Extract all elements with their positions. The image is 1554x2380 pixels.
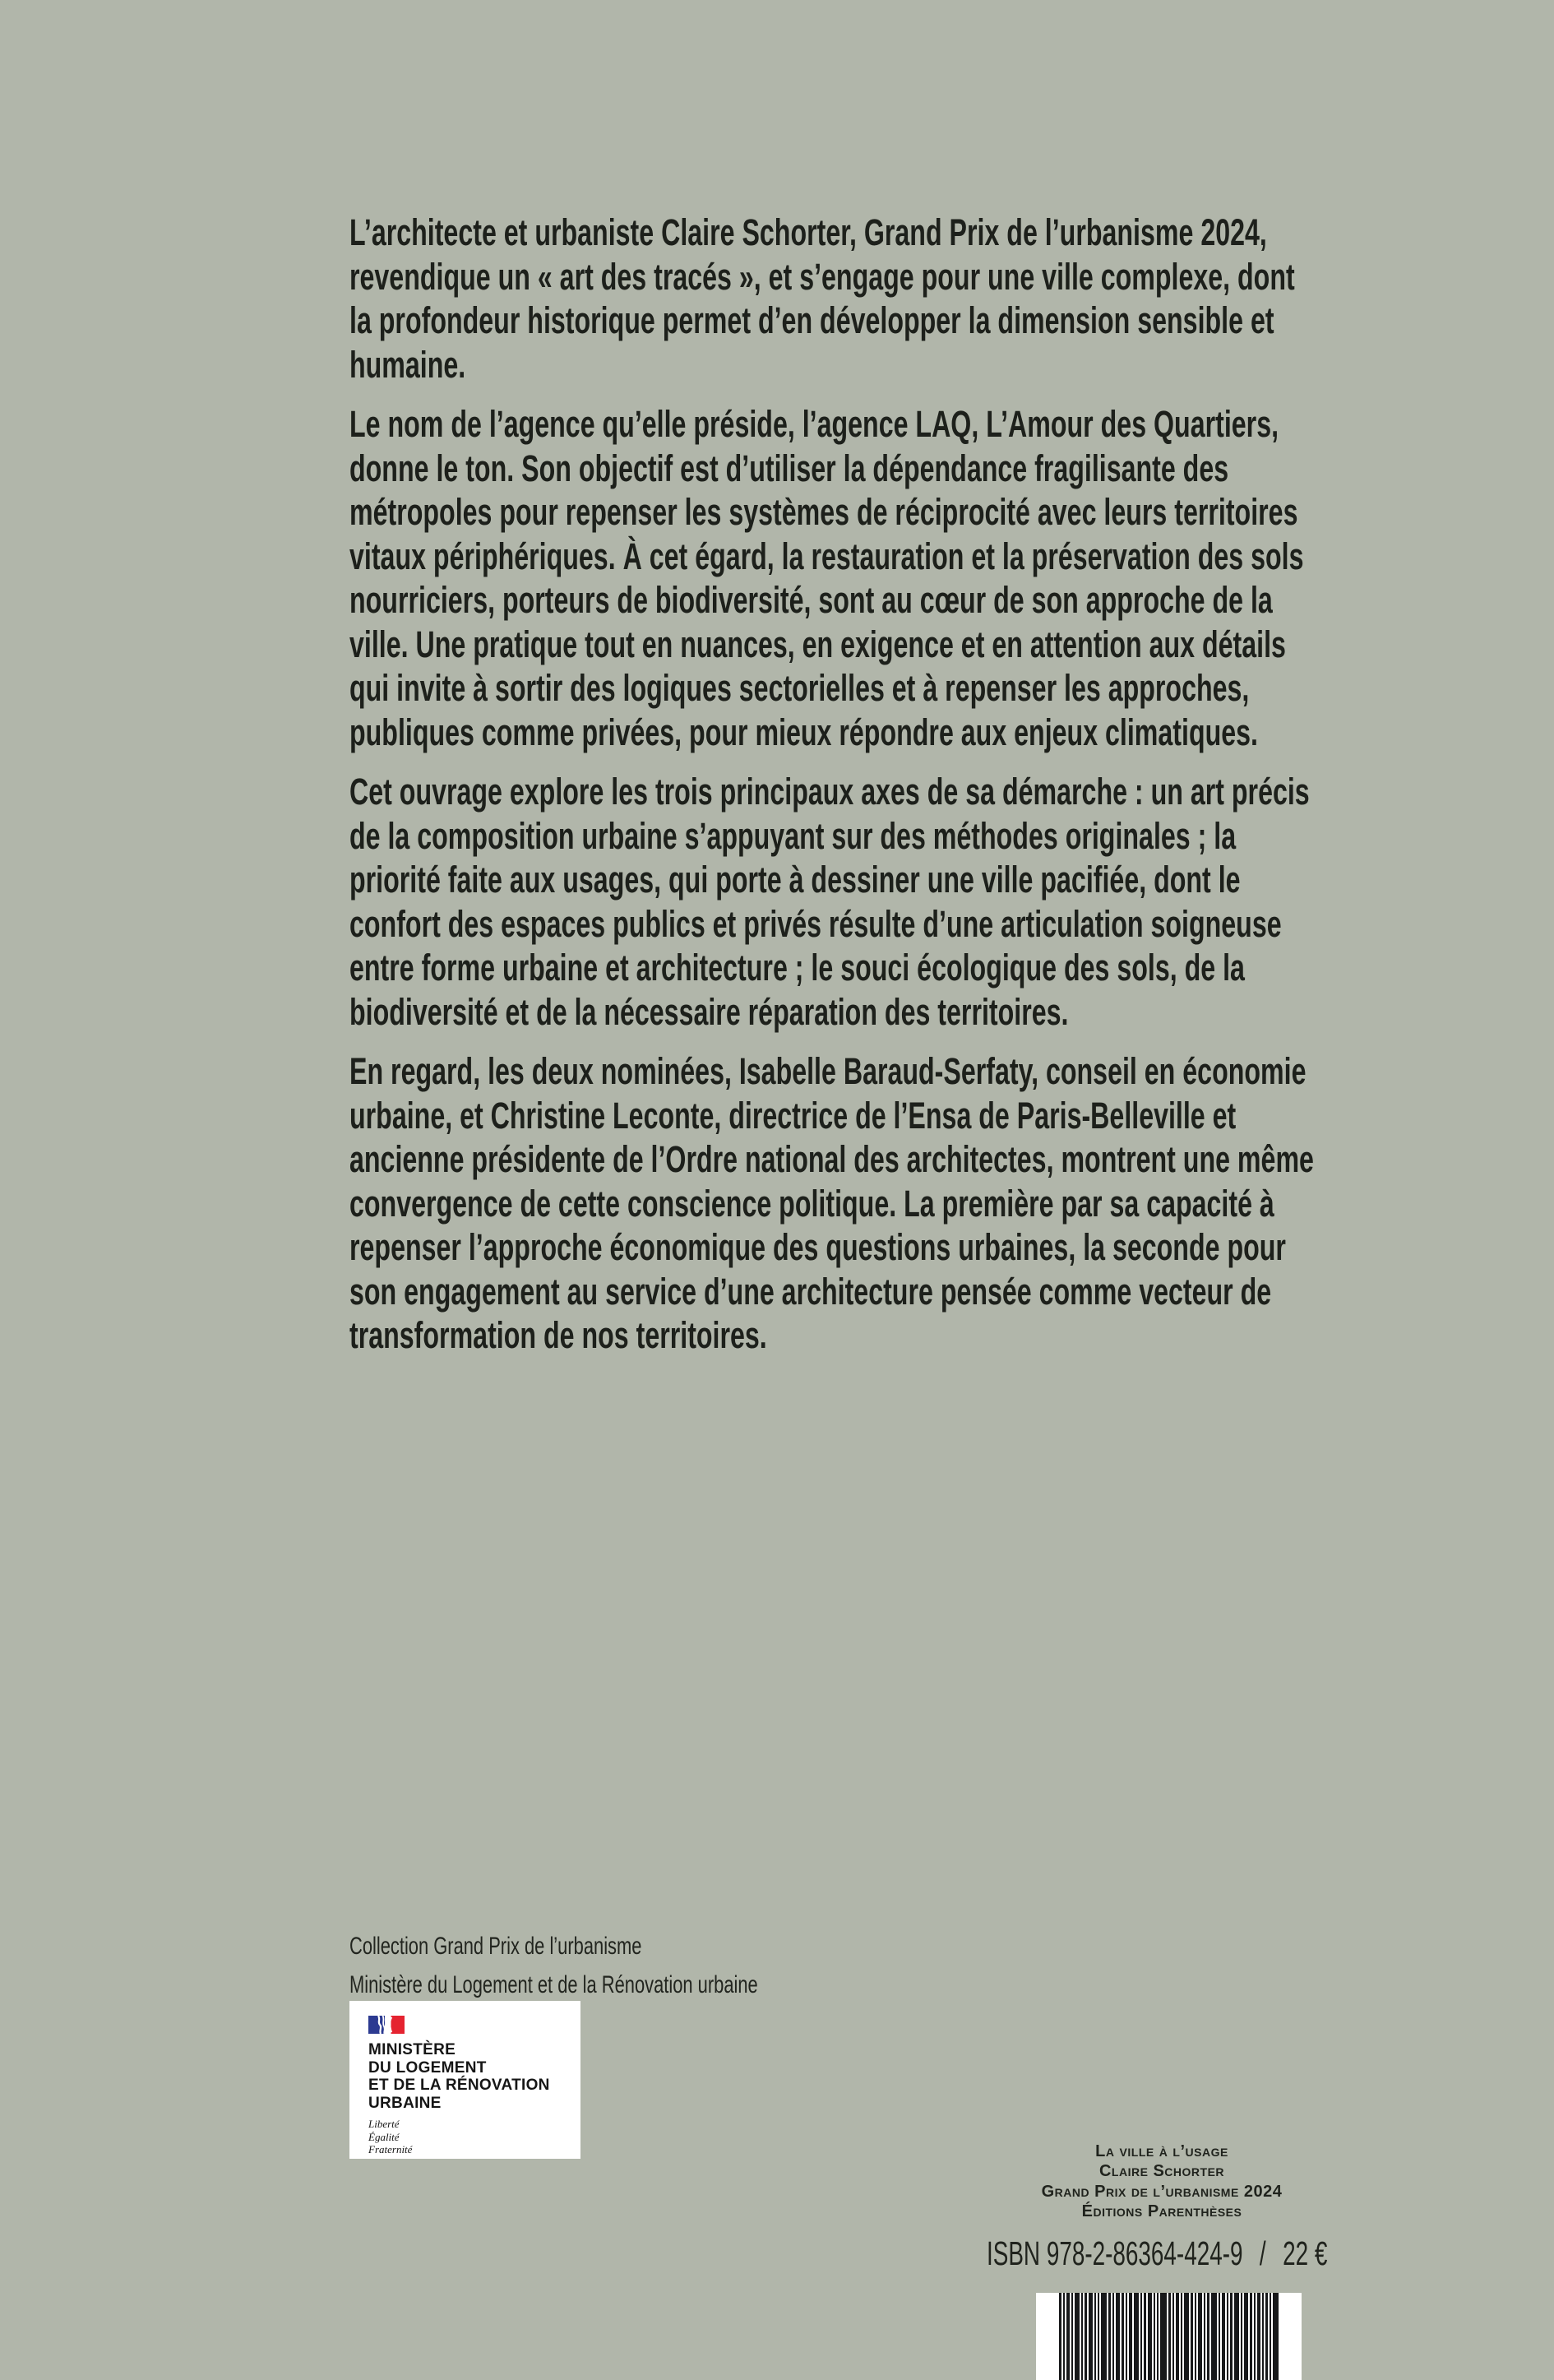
- back-cover-paragraph: Le nom de l’agence qu’elle préside, l’agence LAQ, L’Amour des Quartiers, donne le ton. Son objectif est d’utiliser la dépendance fragilisante des métropoles pour repenser les systèmes de réciprocité avec leurs territoires vitaux périphériques. À cet égard, la restauration et la préservation des sols nourriciers, porteurs de biodiversité, sont au cœur de son approche de la ville. Une pratique tout en nuances, en exigence et en attention aux détails qui invite à sortir des logiques sectorielles et à repenser les approches, publiques comme privées, pour mieux répondre aux enjeux climatiques.: [349, 403, 1304, 753]
- credit-line-collection: Grand Prix de l’urbanisme 2024: [1041, 2182, 1283, 2201]
- price: 22 €: [1283, 2234, 1328, 2272]
- back-cover-paragraph: Cet ouvrage explore les trois principaux axes de sa démarche : un art précis de la composition urbaine s’appuyant sur des méthodes originales ; la priorité faite aux usages, qui porte à dessiner une ville pacifiée, dont le confort des espaces publics et privés résulte d’une articulation soigneuse entre forme urbaine et architecture ; le souci écologique des sols, de la biodiversité et de la nécessaire réparation des territoires.: [349, 771, 1310, 1033]
- republic-motto: [368, 2118, 580, 2156]
- ministry-logo: [349, 2001, 580, 2159]
- isbn-price-line: [987, 2234, 1328, 2272]
- credit-line-title: La ville à l’usage: [1095, 2142, 1228, 2160]
- ministry-name-line: ET DE LA RÉNOVATION: [368, 2077, 550, 2094]
- barcode: [1036, 2293, 1302, 2380]
- ministry-name-line: URBAINE: [368, 2094, 442, 2112]
- isbn-price-separator: /: [1259, 2234, 1266, 2272]
- motto-line: Égalité: [368, 2130, 400, 2143]
- credit-line-publisher: Éditions Parenthèses: [1081, 2202, 1242, 2220]
- back-cover-text: [349, 211, 1320, 1358]
- ministry-name-line: DU LOGEMENT: [368, 2058, 487, 2077]
- book-credits: [956, 2142, 1367, 2221]
- collection-line: Collection Grand Prix de l’urbanisme: [349, 1933, 642, 1960]
- credit-line-author: Claire Schorter: [1098, 2162, 1225, 2181]
- back-cover-paragraph: En regard, les deux nominées, Isabelle Baraud-Serfaty, conseil en économie urbaine, et Christine Leconte, directrice de l’Ensa de Paris-Belleville et ancienne présidente de l’Ordre national des architectes, montrent une même convergence de cette conscience politique. La première par sa capacité à repenser l’approche économique des questions urbaines, la seconde pour son engagement au service d’une architecture pensée comme vecteur de transformation de nos territoires.: [349, 1050, 1314, 1356]
- ministry-name-line: MINISTÈRE: [368, 2041, 456, 2058]
- motto-line: Fraternité: [368, 2143, 413, 2155]
- ministry-name: [368, 2041, 580, 2112]
- collection-line: Ministère du Logement et de la Rénovation urbaine: [349, 1971, 758, 1998]
- motto-line: Liberté: [368, 2118, 400, 2130]
- back-cover-paragraph: L’architecte et urbaniste Claire Schorter, Grand Prix de l’urbanisme 2024, revendique un « art des tracés », et s’engage pour une ville complexe, dont la profondeur historique permet d’en développer la dimension sensible et humaine.: [349, 211, 1295, 386]
- french-flag-icon: [368, 2016, 405, 2034]
- isbn-number: ISBN 978-2-86364-424-9: [987, 2234, 1243, 2272]
- collection-credit: [349, 1927, 1070, 2004]
